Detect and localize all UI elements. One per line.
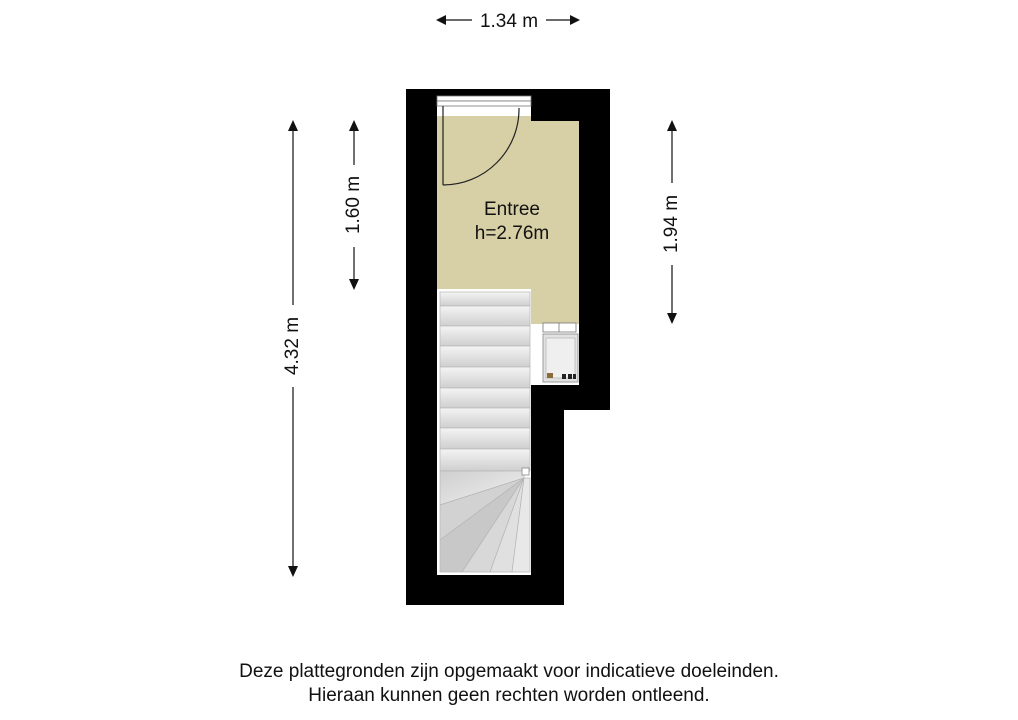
meter-cupboard [543,323,578,382]
dimension-height-inner-label: 1.60 m [343,175,365,235]
dimension-width-top-label: 1.34 m [479,11,539,32]
disclaimer-line-1: Deze plattegronden zijn opgemaakt voor indicatieve doeleinden. [239,661,779,682]
staircase [440,292,530,572]
dimension-height-right-label: 1.94 m [661,194,683,254]
room-name: Entree [484,199,540,220]
dimension-height-total-label: 4.32 m [282,316,304,376]
room-height: h=2.76m [474,223,550,244]
disclaimer-line-2: Hieraan kunnen geen rechten worden ontleend. [308,685,710,706]
